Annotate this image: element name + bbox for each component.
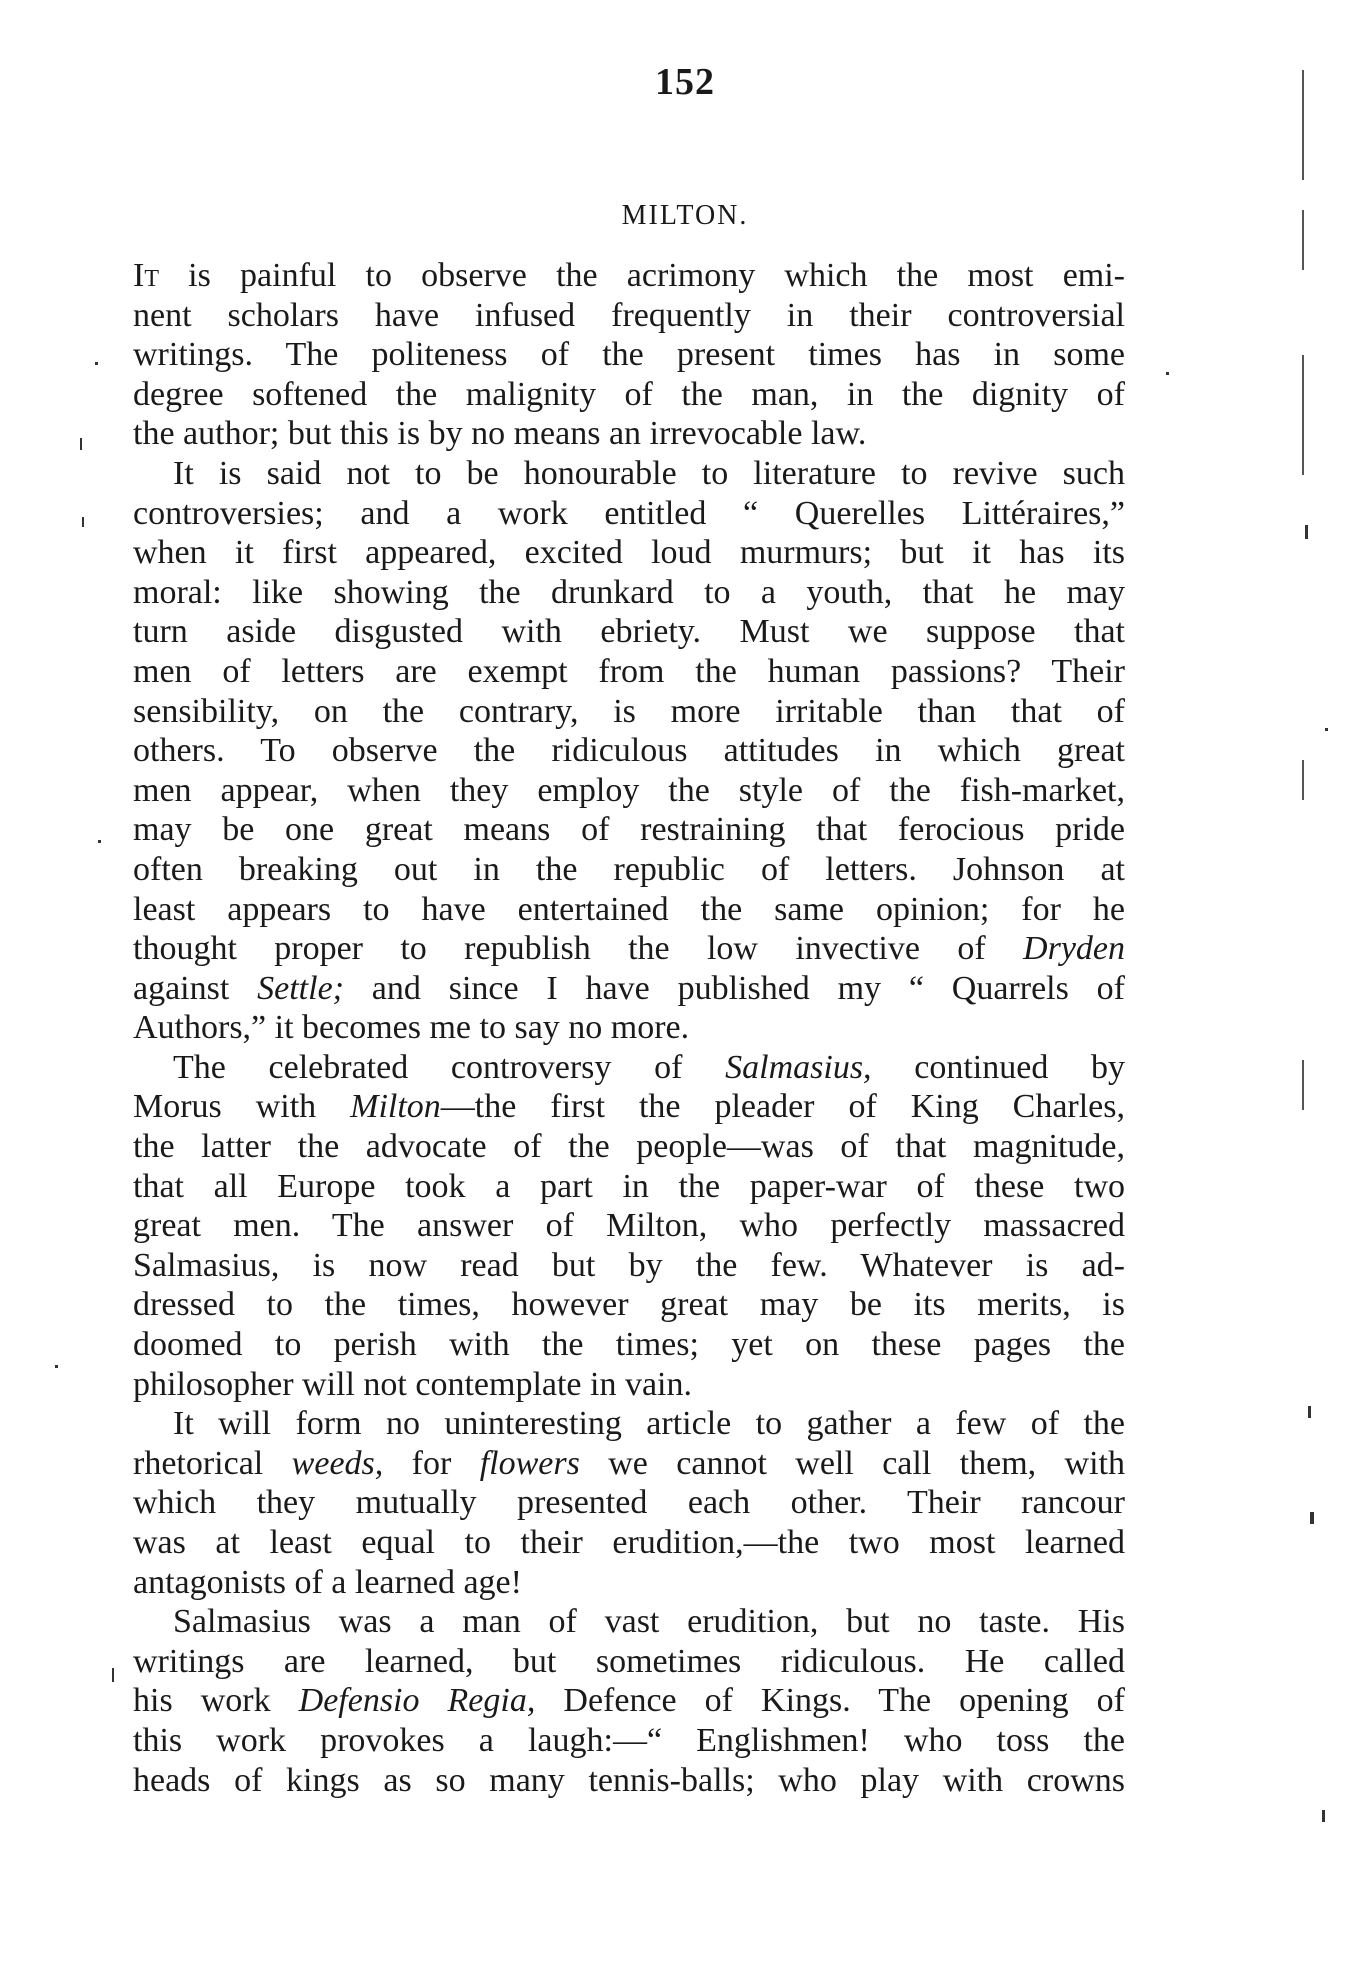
text-line: least appears to have entertained the same opinion; for he	[133, 890, 1125, 928]
text-line: Salmasius was a man of vast erudition, but no taste. His	[173, 1603, 1125, 1641]
text-line: writings are learned, but sometimes ridiculous. He called	[133, 1642, 1125, 1680]
italic-name: Settle;	[257, 969, 344, 1007]
line-text: Defence of Kings. The opening of	[535, 1682, 1125, 1720]
text-line: others. To observe the ridiculous attitudes in which great	[133, 732, 1125, 770]
text-line: degree softened the malignity of the man, in the dignity of	[133, 375, 1125, 413]
text-line	[133, 1681, 1125, 1721]
italic-word: weeds,	[291, 1444, 384, 1482]
line-text: against	[133, 969, 230, 1007]
text-line: was at least equal to their erudition,—the two most learned	[133, 1524, 1125, 1561]
text-line: writings. The politeness of the present times has in some	[133, 336, 1125, 374]
text-line	[133, 1048, 1125, 1088]
text-line: great men. The answer of Milton, who perfectly massacred	[133, 1207, 1125, 1245]
text-line: which they mutually presented each other. Their rancour	[133, 1484, 1125, 1522]
line-text: thought proper to republish the low invective of	[133, 930, 986, 968]
text-line: dressed to the times, however great may be its merits, is	[133, 1286, 1125, 1324]
text-line: moral: like showing the drunkard to a youth, that he may	[133, 573, 1125, 611]
text-line: doomed to perish with the times; yet on these pages the	[133, 1326, 1125, 1364]
italic-title: Defensio Regia,	[298, 1682, 536, 1720]
scan-edge-mark	[1302, 70, 1304, 180]
text-line: heads of kings as so many tennis-balls; who play with crowns	[133, 1761, 1125, 1799]
scan-speck	[55, 1365, 58, 1368]
line-text: —the first the pleader of King Charles,	[440, 1088, 1125, 1126]
italic-name: Salmasius,	[725, 1048, 872, 1086]
page-number: 152	[655, 61, 715, 103]
chapter-title: MILTON.	[621, 200, 749, 231]
text-line: this work provokes a laugh:—“ Englishmen! who toss the	[133, 1721, 1125, 1759]
scan-edge-mark	[1302, 760, 1304, 800]
text-line: controversies; and a work entitled “ Querelles Littéraires,”	[133, 494, 1125, 532]
scan-speck	[1308, 1406, 1311, 1418]
scan-speck	[95, 362, 98, 365]
text-line: sensibility, on the contrary, is more irritable than that of	[133, 692, 1125, 730]
text-line: that all Europe took a part in the paper-war of these two	[133, 1167, 1125, 1205]
italic-name: Milton	[350, 1088, 441, 1126]
line-text: his work	[133, 1682, 271, 1720]
text-line: Authors,” it becomes me to say no more.	[133, 1009, 690, 1047]
text-line: the latter the advocate of the people—was of that magnitude,	[133, 1128, 1125, 1166]
scan-speck	[1305, 525, 1308, 539]
text-line: philosopher will not contemplate in vain.	[133, 1365, 693, 1403]
line-text: for	[383, 1444, 480, 1482]
line-text: Morus with	[133, 1088, 317, 1126]
text-line: may be one great means of restraining that ferocious pride	[133, 811, 1125, 849]
text-line: nent scholars have infused frequently in their controversial	[133, 296, 1125, 334]
text-line	[133, 969, 1125, 1009]
text-line: the author; but this is by no means an irrevocable law.	[133, 415, 867, 453]
text-line	[133, 929, 1125, 969]
line-text: we cannot well call them, with	[579, 1444, 1125, 1482]
scan-edge-mark	[1302, 1060, 1304, 1110]
text-line: when it first appeared, excited loud murmurs; but it has its	[133, 534, 1125, 572]
text-line	[133, 256, 1125, 296]
scan-speck	[80, 438, 82, 450]
text-line	[133, 1444, 1125, 1484]
text-line: men of letters are exempt from the human passions? Their	[133, 652, 1125, 690]
text-line	[133, 1087, 1125, 1127]
scan-speck	[1325, 728, 1328, 731]
line-text: and since I have published my “ Quarrels of	[343, 969, 1125, 1007]
scan-speck	[1310, 1512, 1314, 1524]
body-text	[133, 256, 1125, 1800]
scan-edge-mark	[1302, 210, 1304, 270]
text-line: It will form no uninteresting article to gather a few of the	[173, 1405, 1125, 1443]
scan-speck	[98, 840, 101, 843]
text-line: antagonists of a learned age!	[133, 1563, 522, 1601]
scan-edge-mark	[1302, 355, 1304, 475]
italic-name: Dryden	[1023, 930, 1125, 968]
line-text: rhetorical	[133, 1444, 264, 1482]
line-text: The celebrated controversy of	[173, 1048, 683, 1086]
text-line: turn aside disgusted with ebriety. Must we suppose that	[133, 613, 1125, 651]
text-line: often breaking out in the republic of letters. Johnson at	[133, 850, 1125, 888]
italic-word: flowers	[479, 1444, 580, 1482]
text-line: It is said not to be honourable to literature to revive such	[173, 454, 1125, 492]
scan-speck	[82, 517, 84, 527]
drop-lead: It	[133, 257, 159, 294]
scan-speck	[1322, 1810, 1325, 1822]
scan-speck	[1166, 372, 1169, 375]
text-line: men appear, when they employ the style of the fish-market,	[133, 771, 1125, 809]
scan-speck	[112, 1668, 114, 1682]
text-line: Salmasius, is now read but by the few. Whatever is ad-	[133, 1246, 1125, 1284]
line-text: is painful to observe the acrimony which the most emi-	[158, 257, 1125, 294]
line-text: continued by	[871, 1048, 1125, 1086]
